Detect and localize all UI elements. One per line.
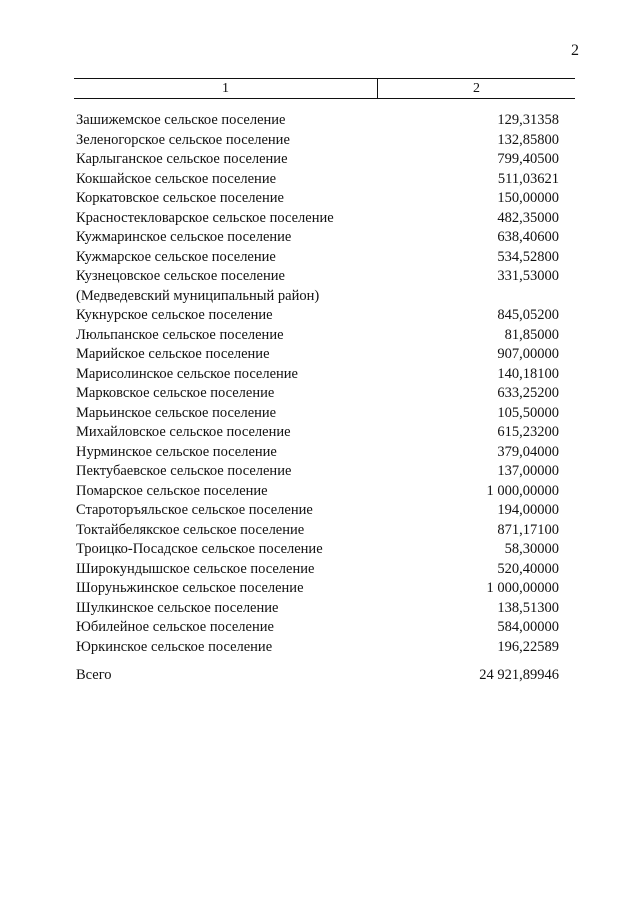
table-row (74, 618, 575, 638)
table-row (74, 287, 575, 307)
settlement-name: Кужмарское сельское поселение (76, 248, 276, 265)
header-col-2: 2 (473, 81, 480, 96)
settlement-name: Люльпанское сельское поселение (76, 326, 284, 343)
settlement-name: Широкундышское сельское поселение (76, 560, 315, 577)
table-row (74, 189, 575, 209)
settlement-value: 129,31358 (497, 112, 559, 128)
settlement-name: Помарское сельское поселение (76, 482, 268, 499)
settlement-name: Марковское сельское поселение (76, 385, 275, 401)
header-col-1: 1 (74, 79, 378, 98)
settlement-value: 534,52800 (497, 248, 559, 265)
settlement-name: Марьинское сельское поселение (76, 404, 277, 421)
table-row (74, 345, 575, 365)
table-row (74, 306, 575, 326)
settlement-name: Кукнурское сельское поселение (76, 307, 273, 323)
table-row (74, 384, 575, 404)
settlement-name: Троицко-Посадское сельское поселение (76, 541, 323, 557)
settlement-value: 137,00000 (497, 463, 559, 479)
settlement-value: 907,00000 (497, 346, 559, 362)
settlement-name: Кузнецовское сельское поселение (76, 268, 285, 284)
table-row (74, 560, 575, 580)
settlement-name: Карлыганское сельское поселение (76, 151, 288, 167)
table-header (74, 78, 575, 99)
settlement-value: 150,00000 (497, 190, 559, 206)
settlement-value: 379,04000 (497, 443, 559, 460)
settlement-value: 194,00000 (497, 502, 559, 518)
table-row (74, 501, 575, 521)
table-row (74, 462, 575, 482)
settlement-name: Кокшайское сельское поселение (76, 170, 277, 187)
table-row (74, 228, 575, 248)
settlement-value: 132,85800 (497, 131, 559, 148)
settlement-value: 105,50000 (497, 404, 559, 421)
table-row (74, 365, 575, 385)
settlement-value: 511,03621 (497, 170, 559, 187)
total-value: 24 921,89946 (479, 667, 559, 683)
table-body (74, 111, 575, 657)
table-row (74, 404, 575, 424)
table-row (74, 326, 575, 346)
settlement-value: 196,22589 (497, 638, 559, 655)
settlement-value: 1 000,00000 (486, 482, 559, 499)
settlement-name: Юркинское сельское поселение (76, 638, 273, 655)
settlement-value: 799,40500 (497, 151, 559, 167)
settlement-name: (Медведевский муниципальный район) (76, 287, 320, 304)
settlement-name: Красностекловарское сельское поселение (76, 209, 334, 226)
table-row (74, 111, 575, 131)
settlements-table (74, 78, 575, 686)
settlement-value: 140,18100 (497, 365, 559, 382)
settlement-name: Зеленогорское сельское поселение (76, 131, 290, 148)
settlement-name: Михайловское сельское поселение (76, 424, 291, 440)
settlement-name: Кужмаринское сельское поселение (76, 229, 292, 245)
table-row (74, 521, 575, 541)
total-label: Всего (76, 667, 112, 683)
settlement-name: Староторъяльское сельское поселение (76, 502, 313, 518)
settlement-name: Токтайбелякское сельское поселение (76, 521, 305, 538)
settlement-value: 584,00000 (497, 619, 559, 635)
settlement-value: 615,23200 (497, 424, 559, 440)
table-row (74, 423, 575, 443)
total-row (74, 666, 575, 686)
settlement-value: 138,51300 (497, 599, 559, 616)
table-row (74, 599, 575, 619)
table-row (74, 170, 575, 190)
table-row (74, 638, 575, 658)
settlement-name: Шулкинское сельское поселение (76, 599, 279, 616)
table-row (74, 131, 575, 151)
table-row (74, 579, 575, 599)
table-row (74, 540, 575, 560)
page-number: 2 (571, 42, 579, 59)
settlement-value: 482,35000 (497, 209, 559, 226)
settlement-value: 58,30000 (504, 541, 559, 557)
table-row (74, 443, 575, 463)
settlement-name: Нурминское сельское поселение (76, 443, 277, 460)
settlement-value: 81,85000 (504, 326, 559, 343)
settlement-value (559, 287, 575, 307)
settlement-value: 845,05200 (497, 307, 559, 323)
table-row (74, 482, 575, 502)
settlement-name: Юбилейное сельское поселение (76, 619, 274, 635)
table-row (74, 248, 575, 268)
table-row (74, 150, 575, 170)
settlement-name: Пектубаевское сельское поселение (76, 463, 292, 479)
settlement-name: Зашижемское сельское поселение (76, 112, 286, 128)
settlement-name: Марийское сельское поселение (76, 346, 270, 362)
settlement-name: Коркатовское сельское поселение (76, 190, 284, 206)
table-row (74, 209, 575, 229)
settlement-value: 1 000,00000 (486, 580, 559, 596)
settlement-value: 871,17100 (497, 521, 559, 538)
settlement-value: 520,40000 (497, 560, 559, 577)
table-row (74, 267, 575, 287)
settlement-name: Марисолинское сельское поселение (76, 365, 298, 382)
settlement-value: 331,53000 (497, 268, 559, 284)
settlement-name: Шоруньжинское сельское поселение (76, 580, 304, 596)
settlement-value: 638,40600 (497, 229, 559, 245)
settlement-value: 633,25200 (497, 385, 559, 401)
